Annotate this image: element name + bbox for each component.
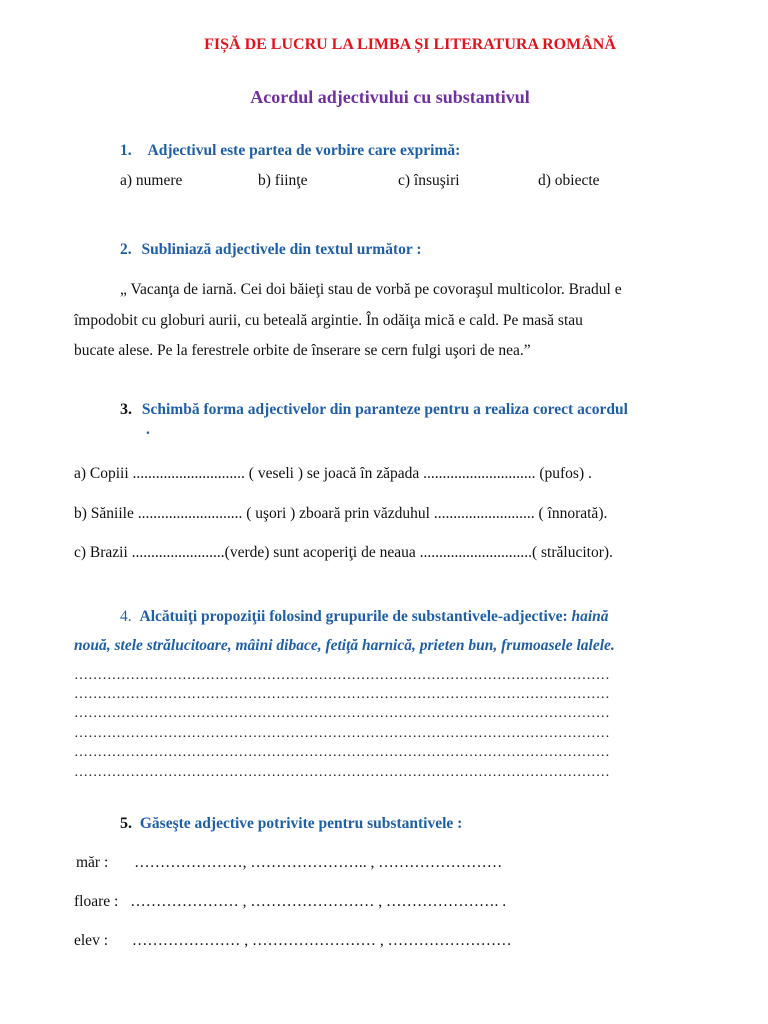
adjective-blanks[interactable]: ………………… , …………………… , …………………. .	[130, 893, 507, 910]
text-line-3: bucate alese. Pe la ferestrele orbite de înserare se cern fulgi uşori de nea.”	[74, 342, 531, 359]
question-5	[120, 815, 462, 833]
question-4-text: Alcătuiţi propoziţii folosind grupurile de substantivele-adjective:	[139, 608, 568, 625]
question-4-groups-start: haină	[571, 608, 609, 625]
question-3-period: .	[146, 421, 150, 438]
question-4-number: 4.	[120, 608, 132, 625]
question-1-option-b: b) fiinţe	[258, 172, 308, 189]
question-1-text: Adjectivul este partea de vorbire care exprimă:	[147, 142, 461, 159]
question-3-number: 3.	[120, 401, 132, 418]
question-2	[120, 241, 422, 259]
worksheet-title: FIȘĂ DE LUCRU LA LIMBA ȘI LITERATURA ROMÂNĂ	[204, 36, 616, 53]
answer-line-2[interactable]: ……………………………………………………………………………………………………	[74, 687, 610, 702]
question-2-text: Subliniază adjectivele din textul următor :	[141, 241, 422, 258]
answer-line-1[interactable]: ……………………………………………………………………………………………………	[74, 668, 610, 683]
question-2-number: 2.	[120, 241, 132, 258]
text-line-2: împodobit cu globuri aurii, cu beteală argintie. În odăiţa mică e cald. Pe masă stau	[74, 312, 583, 329]
noun-row-1	[76, 854, 502, 872]
question-4-groups: nouă, stele strălucitoare, mâini dibace, fetiţă harnică, prieten bun, frumoasele lalele.	[74, 637, 615, 654]
exercise-row-b: b) Săniile ........................... ( uşori ) zboară prin văzduhul .......................... ( înnorată).	[74, 505, 608, 522]
noun-row-2	[74, 893, 506, 911]
noun-row-3	[74, 932, 512, 950]
question-1	[120, 142, 460, 160]
exercise-row-a: a) Copiii ............................. ( veseli ) se joacă în zăpada ............................. (pufos) .	[74, 465, 592, 482]
question-3	[120, 401, 628, 419]
question-1-option-d: d) obiecte	[538, 172, 600, 189]
question-1-option-c: c) însuşiri	[398, 172, 460, 189]
noun-label: elev :	[74, 932, 108, 949]
question-1-number: 1.	[120, 142, 132, 159]
answer-line-6[interactable]: ……………………………………………………………………………………………………	[74, 765, 610, 780]
question-3-text: Schimbă forma adjectivelor din paranteze pentru a realiza corect acordul	[141, 401, 628, 418]
adjective-blanks[interactable]: …………………, ………………….. , ……………………	[134, 854, 503, 871]
noun-label: măr :	[76, 854, 109, 871]
worksheet-subtitle: Acordul adjectivului cu substantivul	[250, 87, 530, 107]
exercise-row-c: c) Brazii ........................(verde) sunt acoperiţi de neaua .............................( strălucitor).	[74, 544, 613, 561]
question-1-option-a: a) numere	[120, 172, 183, 189]
question-4	[120, 608, 609, 626]
adjective-blanks[interactable]: ………………… , …………………… , ……………………	[131, 932, 512, 949]
question-5-number: 5.	[120, 815, 132, 832]
answer-line-4[interactable]: ……………………………………………………………………………………………………	[74, 726, 610, 741]
question-5-text: Găseşte adjective potrivite pentru substantivele :	[139, 815, 463, 832]
noun-label: floare :	[74, 893, 119, 910]
answer-line-3[interactable]: ……………………………………………………………………………………………………	[74, 706, 610, 721]
answer-line-5[interactable]: ……………………………………………………………………………………………………	[74, 745, 610, 760]
text-line-1: „ Vacanţa de iarnă. Cei doi băieţi stau de vorbă pe covoraşul multicolor. Bradul e	[120, 281, 622, 298]
